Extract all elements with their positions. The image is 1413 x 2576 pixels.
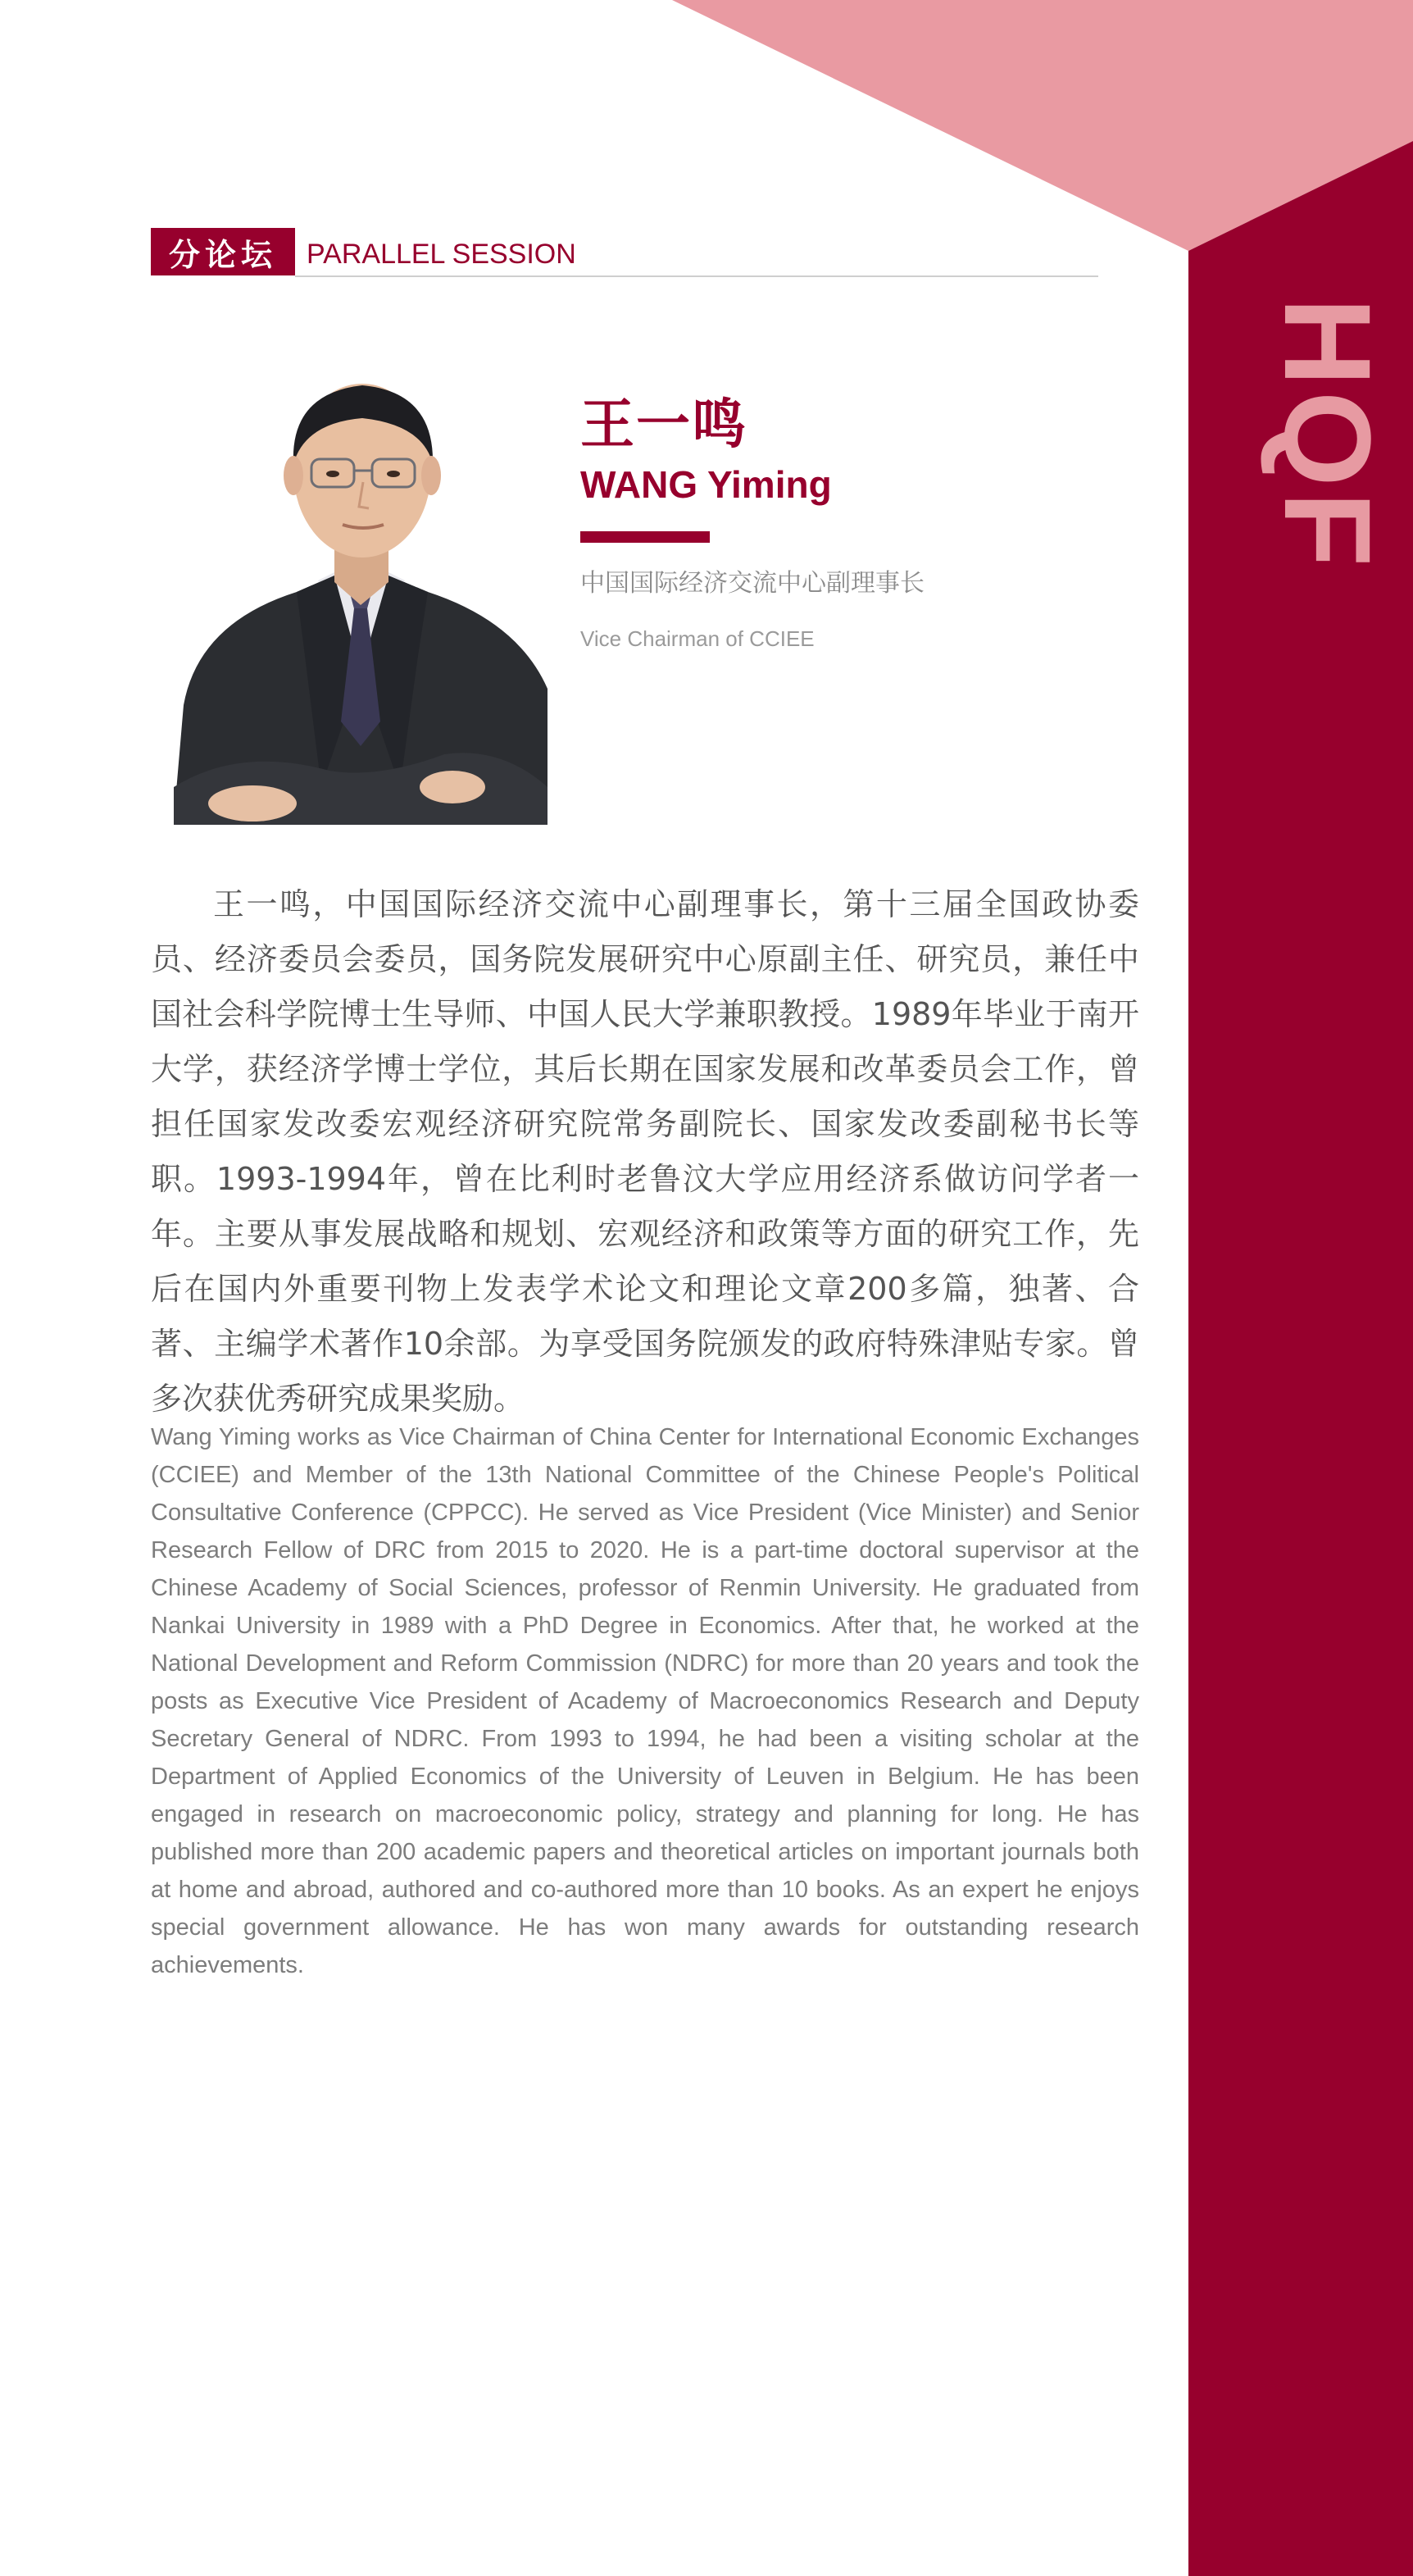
- speaker-name-english: WANG Yiming: [580, 463, 832, 506]
- header-divider: [295, 275, 1098, 277]
- name-underline: [580, 531, 710, 543]
- speaker-title-english: Vice Chairman of CCIEE: [580, 626, 815, 651]
- brand-watermark: HQF: [1259, 297, 1397, 572]
- bio-english: Wang Yiming works as Vice Chairman of China Center for International Economic Exchanges (CCIEE) and Member of the 13th National Committee of the Chinese People's Political Consultative Conference (CPPCC). He served as Vice President (Vice Minister) and Senior Research Fellow of DRC from 2015 to 2020. He is a part-time doctoral supervisor at the Chinese Academy of Social Sciences, professor of Renmin University. He graduated from Nankai University in 1989 with a PhD Degree in Economics. After that, he worked at the National Development and Reform Commission (NDRC) for more than 20 years and took the posts as Executive Vice President of Academy of Macroeconomics Research and Deputy Secretary General of NDRC. From 1993 to 1994, he had been a visiting scholar at the Department of Applied Economics of the University of Leuven in Belgium. He has been engaged in research on macroeconomic policy, strategy and planning for long. He has published more than 200 academic papers and theoretical articles on important journals both at home and abroad, authored and co-authored more than 10 books. As an expert he enjoys special government allowance. He has won many awards for outstanding research achievements.: [151, 1424, 1139, 1978]
- session-label: PARALLEL SESSION: [307, 239, 576, 270]
- speaker-portrait: [174, 361, 547, 825]
- session-badge: 分论坛: [151, 228, 295, 275]
- bio-chinese: 王一鸣，中国国际经济交流中心副理事长，第十三届全国政协委员、经济委员会委员，国务院发展研究中心原副主任、研究员，兼任中国社会科学院博士生导师、中国人民大学兼职教授。1989年毕业于南开大学，获经济学博士学位，其后长期在国家发展和改革委员会工作，曾担任国家发改委宏观经济研究院常务副院长、国家发改委副秘书长等职。1993-1994年，曾在比利时老鲁汶大学应用经济系做访问学者一年。主要从事发展战略和规划、宏观经济和政策等方面的研究工作，先后在国内外重要刊物上发表学术论文和理论文章200多篇，独著、合著、主编学术著作10余部。为享受国务院颁发的政府特殊津贴专家。曾多次获优秀研究成果奖励。: [151, 886, 1139, 1417]
- session-header: [151, 228, 1098, 279]
- speaker-name-chinese: 王一鸣: [580, 393, 747, 456]
- speaker-title-chinese: 中国国际经济交流中心副理事长: [580, 569, 925, 598]
